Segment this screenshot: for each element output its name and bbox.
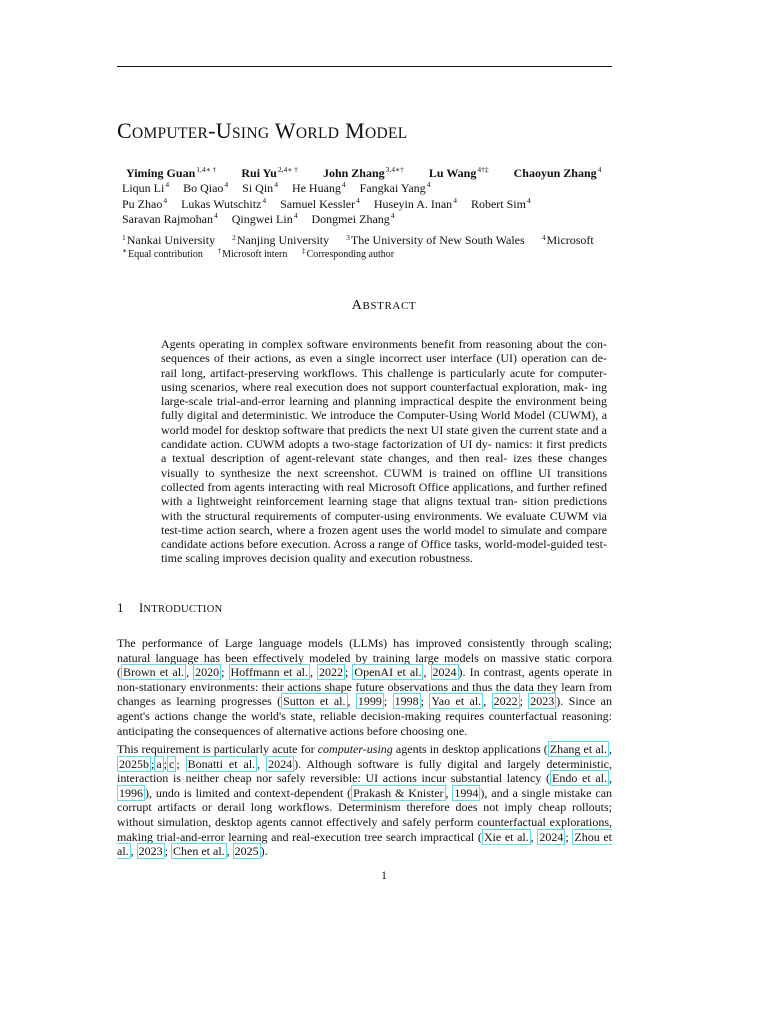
citation-link[interactable]: Endo et al.: [552, 771, 607, 786]
citation-link[interactable]: Bonatti et al.: [187, 756, 256, 771]
author: Pu Zhao$^4$: [122, 196, 168, 211]
author-note: ∗Equal contribution: [122, 246, 203, 260]
citation-link[interactable]: Sutton et al.: [283, 694, 346, 709]
header-rule: [117, 66, 612, 67]
author-note: ‡Corresponding author: [301, 246, 395, 260]
citation-link[interactable]: Zhou et al.: [117, 829, 612, 859]
intro-paragraph-2: This requirement is particularly acute for computer-using agents in desktop applications ( Zhang et al. , 2025b ; a ; c ; Bonatti et al. , 2024 ). Although software is fully digital and largely deterministic, interaction is neither cheap nor safely reversible: UI actions incur substantial latency ( Endo et al. , 1996 ), undo is limited and context-dependent ( Prakash & Knister , 1994 ), and a single mistake can corrupt artifacts or derail long workflows. Determinism therefore does not imply cheap rollouts; without simulation, desktop agents cannot effectively and safely perform counterfactual explorations, making trial-and-error learning and real-execution tree search impractical ( Xie et al. , 2024 ; Zhou et al. , 2023 ; Chen et al. , 2025 ).: [117, 742, 613, 859]
citation-link[interactable]: OpenAI et al.: [354, 665, 422, 680]
citation-link[interactable]: 1999: [357, 694, 382, 709]
author: Fangkai Yang$^4$: [359, 180, 431, 195]
author: Yiming Guan$^{1,4∗ \dagger}$: [126, 165, 217, 180]
author: Samuel Kessler$^4$: [280, 196, 360, 211]
author-line-3: [122, 197, 542, 213]
author-line-4: [122, 212, 406, 228]
affiliation: $^4$Microsoft: [541, 233, 594, 247]
citation-link[interactable]: 1994: [454, 785, 479, 800]
author: Saravan Rajmohan$^4$: [122, 211, 218, 226]
affiliation: $^2$Nanjing University: [232, 233, 330, 247]
citation-link[interactable]: 2020: [195, 665, 220, 680]
author: Bo Qiao$^4$: [183, 180, 229, 195]
author: Lu Wang$^{4\dagger\ddagger}$: [428, 165, 489, 180]
author: Robert Sim$^4$: [470, 196, 531, 211]
citation-link[interactable]: 2023: [530, 694, 555, 709]
citation-link[interactable]: 2023: [138, 844, 163, 859]
emphasis: computer-using: [317, 742, 393, 756]
citation-link[interactable]: Yao et al.: [431, 694, 482, 709]
author-line-2: [122, 181, 441, 197]
affiliation: $^1$Nankai University: [122, 233, 216, 247]
page-number: 1: [381, 868, 387, 882]
author: Qingwei Lin$^4$: [231, 211, 298, 226]
abstract-text: Agents operating in complex software environments benefit from reasoning about the con- sequences of their actions, as even a single incorrect user interface (UI) operation can de- rail long, artifact-preserving workflows. This challenge is particularly acute for computer- using scenarios, where real execution does not support counterfactual exploration, mak- ing large-scale trial-and-error learning and planning impractical despite the environment being fully digital and deterministic. We introduce the Computer-Using World Model (CUWM), a world model for desktop software that predicts the next UI state given the current state and a candidate action. CUWM adopts a two-stage factorization of UI dy- namics: it first predicts a textual description of agent-relevant state changes, and then real- izes these changes visually to synthesize the next screenshot. CUWM is trained on offline UI transitions collected from agents interacting with real Microsoft Office applications, and further refined with a lightweight reinforcement learning stage that aligns textual tran- sition predictions with the structural requirements of computer-using environments. We evaluate CUWM via test-time action search, where a frozen agent uses the world model to simulate and compare candidate actions before execution. Across a range of Office tasks, world-model-guided test-time scaling improves decision quality and execution robustness.: [161, 337, 608, 566]
affiliation: $^3$The University of New South Wales: [346, 233, 525, 247]
author: Lukas Wutschitz$^4$: [181, 196, 267, 211]
citation-link[interactable]: Zhang et al.: [549, 742, 607, 756]
author: He Huang$^4$: [291, 180, 346, 195]
section-number: 1: [117, 600, 124, 615]
author: Si Qin$^4$: [242, 180, 278, 195]
citation-link[interactable]: Chen et al.: [173, 844, 225, 859]
citation-link[interactable]: 1998: [394, 694, 419, 709]
author-note: †Microsoft intern: [217, 246, 288, 260]
author-notes: [122, 246, 406, 260]
citation-link[interactable]: 2024: [539, 829, 564, 844]
citation-link[interactable]: Xie et al.: [483, 829, 529, 844]
citation-link[interactable]: Brown et al.: [123, 665, 185, 680]
citation-link[interactable]: 2024: [432, 665, 457, 680]
author: Liqun Li$^4$: [122, 180, 170, 195]
paper-title: COMPUTER-USING WORLD MODEL: [117, 118, 408, 143]
section-heading-introduction: 1 INTRODUCTION: [117, 600, 223, 615]
author: John Zhang$^{3,4∗\dagger}$: [322, 165, 404, 180]
author-line-1: [126, 166, 623, 182]
citation-link[interactable]: 2025: [234, 844, 259, 859]
author: Dongmei Zhang$^4$: [311, 211, 395, 226]
affiliations: [122, 233, 608, 248]
author: Huseyin A. Inan$^4$: [373, 196, 457, 211]
citation-link[interactable]: a: [156, 756, 162, 771]
citation-link[interactable]: 2022: [319, 665, 344, 680]
citation-link[interactable]: 2024: [268, 756, 293, 771]
citation-link[interactable]: c: [169, 756, 175, 771]
abstract-heading: ABSTRACT: [351, 298, 417, 313]
citation-link[interactable]: 2022: [493, 694, 518, 709]
citation-link[interactable]: 2025b: [119, 756, 149, 771]
citation-link[interactable]: Prakash & Knister: [353, 785, 444, 800]
citation-link[interactable]: Hoffmann et al.: [230, 665, 308, 680]
author: Chaoyun Zhang$^4$: [513, 165, 602, 180]
author: Rui Yu$^{2,4∗ \dagger}$: [241, 165, 298, 180]
intro-paragraph-1: The performance of Large language models (LLMs) has improved consistently through scaling; natural language has been effectively modeled by training large models on massive static corpora ( Brown et al. , 2020 ; Hoffmann et al. , 2022 ; OpenAI et al. , 2024 ). In contrast, agents operate in non-stationary environments: their actions shape future observations and thus the data they learn from changes as learning progresses ( Sutton et al. , 1999 ; 1998 ; Yao et al. , 2022 ; 2023 ). Since an agent's actions change the world's state, reliable decision-making requires counterfactual reasoning: anticipating the consequences of alternative actions before choosing one.: [117, 636, 613, 738]
citation-link[interactable]: 1996: [119, 785, 143, 800]
